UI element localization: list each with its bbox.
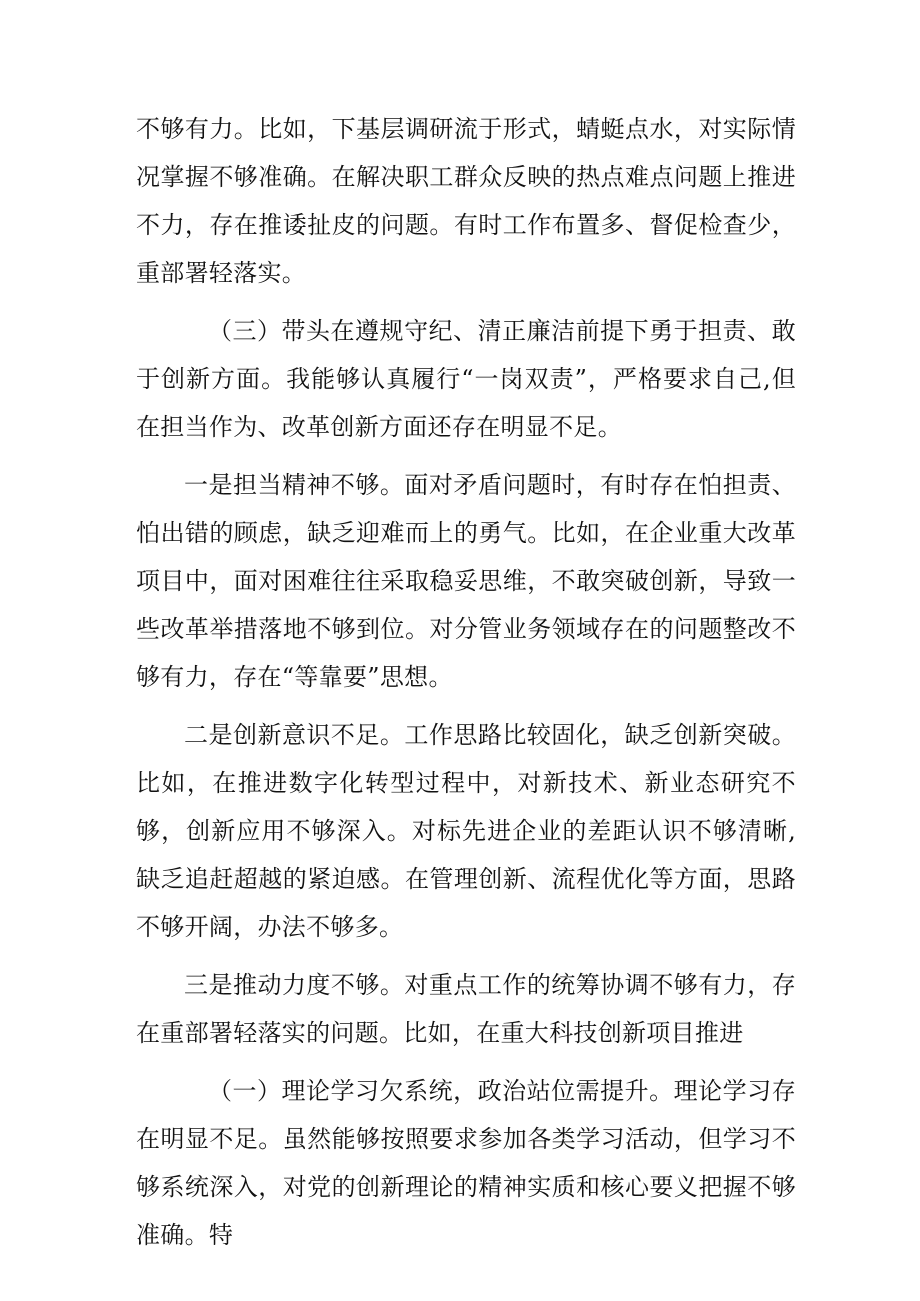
paragraph-section-three: （三）带头在遵规守纪、清正廉洁前提下勇于担责、敢于创新方面。我能够认真履行“一岗双责”，严格要求自己,但在担当作为、改革创新方面还存在明显不足。	[136, 317, 796, 441]
paragraph-point-one: 一是担当精神不够。面对矛盾问题时，有时存在怕担责、怕出错的顾虑，缺乏迎难而上的勇气。比如，在企业重大改革项目中，面对困难往往采取稳妥思维，不敢突破创新，导致一些改革举措落地不够到位。对分管业务领域存在的问题整改不够有力，存在“等靠要”思想。	[136, 471, 796, 691]
paragraph-section-one: （一）理论学习欠系统，政治站位需提升。理论学习存在明显不足。虽然能够按照要求参加各类学习活动，但学习不够系统深入，对党的创新理论的精神实质和核心要义把握不够准确。特	[136, 1077, 796, 1249]
paragraph-continuation: 不够有力。比如，下基层调研流于形式，蜻蜓点水，对实际情况掌握不够准确。在解决职工群众反映的热点难点问题上推进不力，存在推诿扯皮的问题。有时工作布置多、督促检查少，重部署轻落实。	[136, 115, 796, 287]
document-body	[136, 105, 796, 1259]
paragraph-point-three: 三是推动力度不够。对重点工作的统筹协调不够有力，存在重部署轻落实的问题。比如，在重大科技创新项目推进	[136, 971, 796, 1047]
paragraph-point-two: 二是创新意识不足。工作思路比较固化，缺乏创新突破。比如，在推进数字化转型过程中，对新技术、新业态研究不够，创新应用不够深入。对标先进企业的差距认识不够清晰,缺乏追赶超越的紧迫感。在管理创新、流程优化等方面，思路不够开阔，办法不够多。	[136, 721, 796, 941]
